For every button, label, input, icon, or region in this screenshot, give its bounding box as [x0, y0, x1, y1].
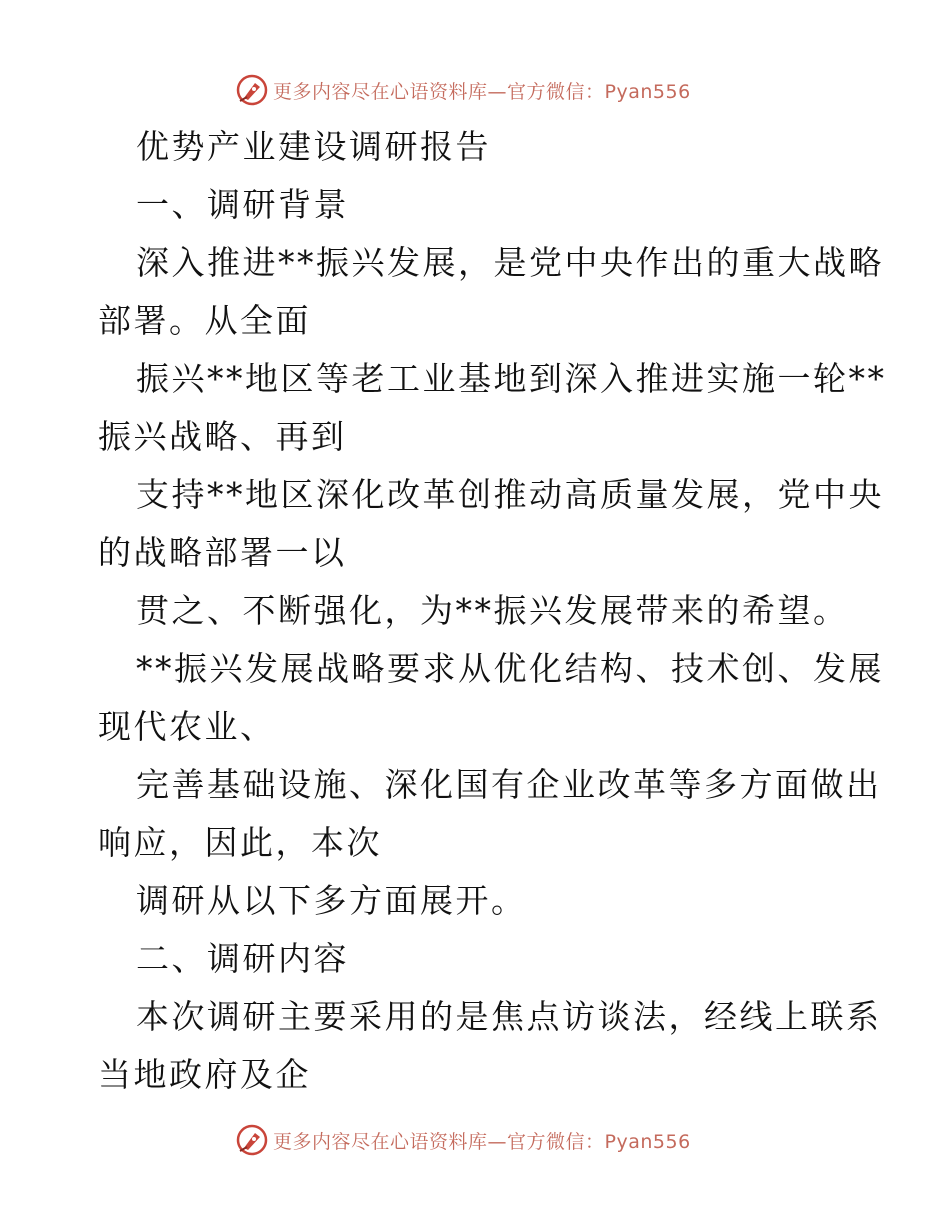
- paragraph-line: 支持**地区深化改革创推动高质量发展，党中央: [136, 475, 884, 514]
- paragraph-line: 振兴**地区等老工业基地到深入推进实施一轮**: [136, 359, 887, 398]
- section-heading: 一、调研背景: [136, 185, 349, 224]
- watermark-banner-top: [235, 72, 691, 108]
- paragraph-line: 部署。从全面: [98, 301, 311, 340]
- paragraph-line: 现代农业、: [98, 707, 276, 746]
- paragraph-line: 完善基础设施、深化国有企业改革等多方面做出: [136, 765, 882, 804]
- paragraph-line: 调研从以下多方面展开。: [136, 881, 527, 920]
- paragraph-line: 深入推进**振兴发展，是党中央作出的重大战略: [136, 243, 884, 282]
- watermark-text: 更多内容尽在心语资料库—官方微信：Pyan556: [273, 80, 691, 103]
- paragraph-line: 响应，因此，本次: [98, 823, 382, 862]
- paragraph-line: 的战略部署一以: [98, 533, 347, 572]
- paragraph-line: **振兴发展战略要求从优化结构、技术创、发展: [136, 649, 884, 688]
- pen-nib-logo-icon: [235, 73, 269, 107]
- paragraph-line: 振兴战略、再到: [98, 417, 347, 456]
- section-heading: 二、调研内容: [136, 939, 349, 978]
- document-body: [98, 118, 887, 1104]
- pen-nib-logo-icon: [235, 1123, 269, 1157]
- paragraph-line: 本次调研主要采用的是焦点访谈法，经线上联系: [136, 997, 882, 1036]
- document-title: 优势产业建设调研报告: [136, 127, 491, 166]
- paragraph-line: 贯之、不断强化，为**振兴发展带来的希望。: [136, 591, 849, 630]
- watermark-banner-bottom: [235, 1122, 691, 1158]
- paragraph-line: 当地政府及企: [98, 1055, 311, 1094]
- watermark-text: 更多内容尽在心语资料库—官方微信：Pyan556: [273, 1130, 691, 1153]
